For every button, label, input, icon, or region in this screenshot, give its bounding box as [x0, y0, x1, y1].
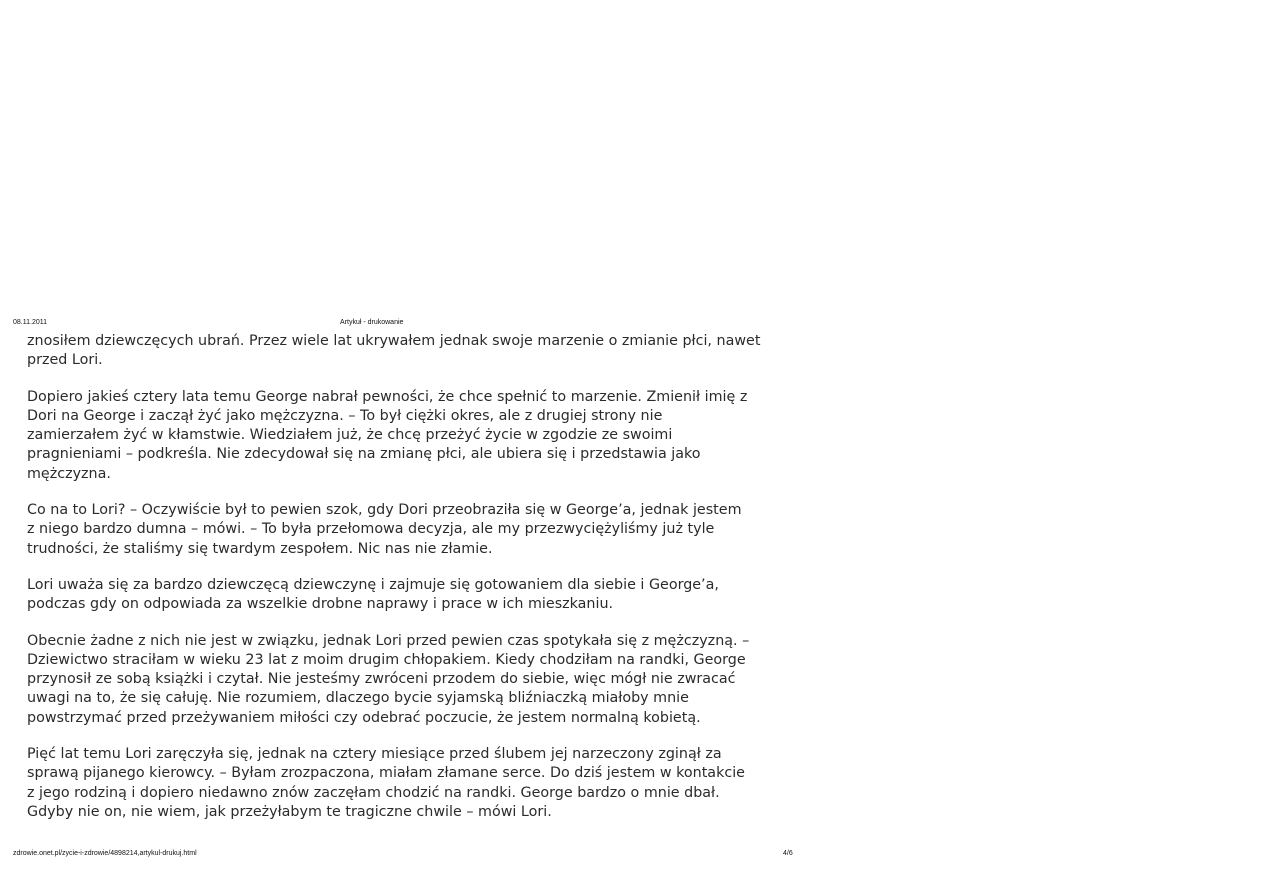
paragraph-line: z niego bardzo dumna – mówi. – To była przełomowa decyzja, ale my przezwyciężyliśmy już tyle	[27, 521, 715, 538]
paragraph-line: Dopiero jakieś cztery lata temu George nabrał pewności, że chce spełnić to marzenie. Zmienił imię z	[27, 388, 748, 405]
article-paragraph	[27, 745, 787, 822]
paragraph-line: sprawą pijanego kierowcy. – Byłam zrozpaczona, miałam złamane serce. Do dziś jestem w kontakcie	[27, 765, 745, 782]
paragraph-line: uwagi na to, że się całuję. Nie rozumiem, dlaczego bycie syjamską bliźniaczką miałoby mnie	[27, 690, 689, 707]
paragraph-line: Co na to Lori? – Oczywiście był to pewien szok, gdy Dori przeobraziła się w George’a, jednak jestem	[27, 502, 742, 519]
article-paragraph	[27, 501, 787, 559]
paragraph-line: przed Lori.	[27, 352, 103, 369]
article-paragraph	[27, 632, 787, 728]
page-number: 4/6	[783, 850, 793, 857]
paragraph-line: Dori na George i zaczął żyć jako mężczyzna. – To był ciężki okres, ale z drugiej strony nie	[27, 407, 663, 424]
paragraph-line: z jego rodziną i dopiero niedawno znów zaczęłam chodzić na randki. George bardzo o mnie dbał.	[27, 784, 720, 801]
paragraph-line: zamierzałem żyć w kłamstwie. Wiedziałem już, że chcę przeżyć życie w zgodzie ze swoimi	[27, 427, 673, 444]
print-title: Artykuł - drukowanie	[340, 319, 404, 326]
article-paragraph	[27, 576, 787, 615]
paragraph-line: Pięć lat temu Lori zaręczyła się, jednak na cztery miesiące przed ślubem jej narzeczony zginął za	[27, 746, 722, 763]
article-body	[27, 332, 787, 839]
paragraph-line: trudności, że staliśmy się twardym zespołem. Nic nas nie złamie.	[27, 540, 493, 557]
article-paragraph	[27, 332, 787, 371]
source-url: zdrowie.onet.pl/zycie-i-zdrowie/4898214,artykul-drukuj.html	[13, 850, 197, 857]
paragraph-line: pragnieniami – podkreśla. Nie zdecydował się na zmianę płci, ale ubiera się i przedstawia jako	[27, 446, 701, 463]
paragraph-line: przynosił ze sobą książki i czytał. Nie jesteśmy zwróceni przodem do siebie, więc mógł nie zwracać	[27, 671, 736, 688]
paragraph-line: Dziewictwo straciłam w wieku 23 lat z moim drugim chłopakiem. Kiedy chodziłam na randki, George	[27, 651, 746, 668]
paragraph-line: podczas gdy on odpowiada za wszelkie drobne naprawy i prace w ich mieszkaniu.	[27, 596, 614, 613]
article-paragraph	[27, 388, 787, 484]
paragraph-line: Gdyby nie on, nie wiem, jak przeżyłabym te tragiczne chwile – mówi Lori.	[27, 803, 552, 820]
paragraph-line: znosiłem dziewczęcych ubrań. Przez wiele lat ukrywałem jednak swoje marzenie o zmianie płci, nawet	[27, 333, 761, 349]
paragraph-line: Lori uważa się za bardzo dziewczęcą dziewczynę i zajmuje się gotowaniem dla siebie i George’a,	[27, 576, 719, 593]
paragraph-line: powstrzymać przed przeżywaniem miłości czy odebrać poczucie, że jestem normalną kobietą.	[27, 709, 701, 726]
print-date: 08.11.2011	[13, 319, 47, 326]
paragraph-line: Obecnie żadne z nich nie jest w związku, jednak Lori przed pewien czas spotykała się z mężczyzną. –	[27, 632, 750, 649]
paragraph-line: mężczyzna.	[27, 465, 111, 482]
